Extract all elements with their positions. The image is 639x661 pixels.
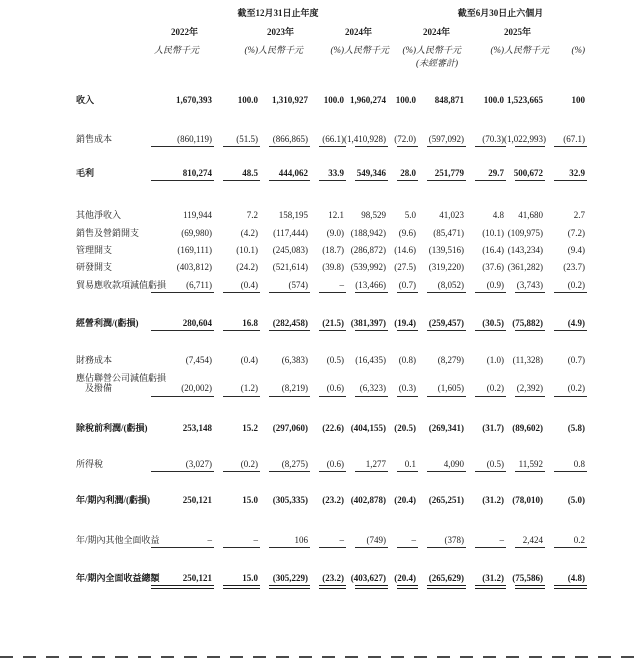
year-column-header: 2024年: [344, 27, 372, 38]
cell-value: (23.2): [308, 573, 344, 583]
cell-value: 500,672: [504, 168, 543, 178]
cell-value: –: [308, 280, 344, 290]
cell-value: (0.2): [543, 280, 585, 290]
table-row: [76, 373, 585, 394]
cell-value: (24.2): [236, 262, 258, 273]
row-label: 其他淨收入: [76, 210, 122, 221]
cell-value: (866,865): [258, 134, 308, 144]
cell-value: (860,119): [140, 134, 212, 144]
table-row: [76, 210, 585, 220]
table-row: [76, 355, 585, 365]
cell-value: (402,878): [350, 495, 386, 506]
cell-value: –: [464, 535, 504, 545]
cell-value: (9.6): [398, 227, 416, 238]
cell-value: 28.0: [386, 168, 416, 178]
table-row: [76, 459, 585, 469]
cell-value: (0.4): [240, 355, 258, 366]
cell-value: 0.8: [543, 459, 585, 469]
table-header-unaudited: [76, 58, 585, 68]
cell-value: 33.9: [308, 168, 344, 178]
cell-value: (0.5): [464, 459, 504, 469]
row-label: 管理開支: [76, 245, 113, 256]
cell-value: (286,872): [350, 245, 386, 256]
cell-value: 250,121: [182, 495, 212, 506]
cell-value: (31.2): [464, 573, 504, 583]
cell-value: (265,629): [416, 573, 464, 583]
table-row: [76, 95, 585, 105]
cell-value: (21.5): [308, 318, 344, 328]
cell-value: (139,516): [428, 245, 464, 256]
header-spacer: [76, 58, 416, 68]
year-column-header: 2025年: [504, 27, 532, 38]
cell-value: –: [212, 535, 258, 545]
cell-value: 100.0: [323, 95, 344, 106]
cell-value: (361,282): [507, 262, 543, 273]
cell-value: (404,155): [350, 422, 386, 433]
header-spacer: [308, 27, 344, 37]
row-label: 經營利潤/(虧損): [76, 318, 139, 329]
cell-value: 1,523,665: [507, 95, 543, 106]
cell-value: (297,060): [272, 422, 308, 433]
cell-value: (69,980): [181, 227, 212, 238]
cell-value: (19.4): [386, 318, 416, 328]
unit-label: 人民幣千元: [504, 44, 550, 55]
table-row: [76, 262, 585, 272]
row-label: 年/期內其他全面收益: [76, 534, 160, 545]
cell-value: (8,052): [416, 280, 464, 290]
cell-value: (16,435): [355, 355, 386, 366]
cell-value: (7,454): [185, 355, 212, 366]
cell-value: 32.9: [543, 168, 585, 178]
cell-value: (1.0): [486, 355, 504, 366]
unit-label: 人民幣千元: [344, 44, 390, 55]
table-header-units: [76, 45, 585, 55]
row-label: 應佔聯營公司減值虧損 及撥備: [76, 372, 167, 394]
cell-value: 251,779: [416, 168, 464, 178]
cell-value: (259,457): [416, 318, 464, 328]
row-label: 年/期內利潤/(虧損): [76, 495, 150, 506]
cell-value: (2,392): [504, 383, 543, 393]
year-column-header: 2022年: [170, 27, 198, 38]
table-body: [76, 95, 585, 583]
cell-value: 1,277: [344, 459, 386, 469]
cell-value: 4,090: [416, 459, 464, 469]
cell-value: 100: [571, 95, 585, 106]
cell-value: 810,274: [140, 168, 212, 178]
table-row: [76, 573, 585, 583]
cell-value: (0.7): [567, 355, 585, 366]
cell-value: (51.5): [212, 134, 258, 144]
cell-value: (18.7): [322, 245, 344, 256]
period-annual-header: 截至12月31日止年度: [237, 8, 319, 18]
year-column-header: 2023年: [266, 27, 294, 38]
cell-value: (117,444): [273, 227, 308, 238]
cell-value: (597,092): [416, 134, 464, 144]
cell-value: (0.3): [386, 383, 416, 393]
cell-value: (319,220): [428, 262, 464, 273]
cell-value: (72.0): [386, 134, 416, 144]
cell-value: 15.0: [212, 573, 258, 583]
cell-value: (188,942): [350, 227, 386, 238]
unit-label: 人民幣千元: [258, 44, 304, 55]
cell-value: (0.7): [386, 280, 416, 290]
cell-value: (6,711): [140, 280, 212, 290]
row-label: 研發開支: [76, 262, 113, 273]
cell-value: 106: [258, 535, 308, 545]
table-row: [76, 280, 585, 290]
cell-value: 100.0: [237, 95, 258, 106]
period-interim-header: 截至6月30日止六個月: [457, 8, 544, 18]
year-column-header: 2024年: [422, 27, 450, 38]
cell-value: (109,975): [507, 227, 543, 238]
cell-value: (143,234): [507, 245, 543, 256]
cell-value: (20.4): [394, 495, 416, 506]
cell-value: (6,323): [344, 383, 386, 393]
header-spacer: [76, 8, 140, 18]
cell-value: (749): [344, 535, 386, 545]
cell-value: (10.1): [482, 227, 504, 238]
cell-value: (1,605): [416, 383, 464, 393]
cell-value: (7.2): [567, 227, 585, 238]
cell-value: (37.6): [482, 262, 504, 273]
cell-value: (75,882): [504, 318, 543, 328]
table-row: [76, 318, 585, 328]
cell-value: 98,529: [361, 210, 386, 221]
cell-value: 253,148: [182, 422, 212, 433]
row-label: 財務成本: [76, 355, 113, 366]
cell-value: (66.1): [308, 134, 344, 144]
cell-value: 100.0: [395, 95, 416, 106]
unit-label: 人民幣千元: [153, 44, 199, 55]
cell-value: 5.0: [404, 210, 416, 221]
table-header-periods: [76, 8, 585, 18]
cell-value: (75,586): [504, 573, 543, 583]
header-spacer: [386, 27, 416, 37]
cell-value: (378): [416, 535, 464, 545]
cell-value: (0.9): [464, 280, 504, 290]
cell-value: (305,335): [272, 495, 308, 506]
cell-value: (1.2): [212, 383, 258, 393]
header-spacer: [464, 58, 585, 68]
unit-label: 人民幣千元: [416, 44, 462, 55]
cell-value: (70.3): [464, 134, 504, 144]
table-row: [76, 495, 585, 505]
cell-value: (10.1): [236, 245, 258, 256]
cell-value: (23.7): [563, 262, 585, 273]
cell-value: –: [140, 535, 212, 545]
cell-value: (1,410,928): [344, 133, 386, 144]
cell-value: (245,083): [272, 245, 308, 256]
cell-value: (22.6): [322, 422, 344, 433]
row-label: 收入: [76, 95, 95, 106]
cell-value: 41,023: [439, 210, 464, 221]
cell-value: (8,275): [258, 459, 308, 469]
cell-value: 848,871: [434, 95, 464, 106]
cell-value: (574): [258, 280, 308, 290]
cell-value: (4.9): [543, 318, 585, 328]
cell-value: (89,602): [512, 422, 543, 433]
cell-value: 444,062: [258, 168, 308, 178]
cell-value: (269,341): [428, 422, 464, 433]
cell-value: 16.8: [212, 318, 258, 328]
cell-value: (85,471): [433, 227, 464, 238]
cell-value: (8,279): [437, 355, 464, 366]
cell-value: 0.1: [386, 459, 416, 469]
cell-value: (20.5): [394, 422, 416, 433]
cell-value: (305,229): [258, 573, 308, 583]
cell-value: 41,680: [518, 210, 543, 221]
cell-value: 11,592: [504, 459, 543, 469]
cell-value: (13,466): [344, 280, 386, 290]
cell-value: 29.7: [464, 168, 504, 178]
cell-value: (5.0): [567, 495, 585, 506]
header-spacer: [464, 27, 504, 37]
cell-value: 15.0: [242, 495, 258, 506]
cell-value: (16.4): [482, 245, 504, 256]
cell-value: 2.7: [573, 210, 585, 221]
cell-value: (20,002): [140, 383, 212, 393]
percent-label: (%): [571, 44, 585, 55]
header-spacer: [76, 27, 140, 37]
cell-value: (4.2): [240, 227, 258, 238]
percent-label: (%): [330, 44, 344, 55]
cell-value: (27.5): [394, 262, 416, 273]
cell-value: 250,121: [140, 573, 212, 583]
cell-value: (0.6): [308, 383, 344, 393]
percent-label: (%): [490, 44, 504, 55]
bottom-dashed-line: [0, 656, 639, 658]
cell-value: 158,195: [278, 210, 308, 221]
table-header-years: [76, 27, 585, 37]
header-spacer: [212, 27, 258, 37]
cell-value: –: [386, 535, 416, 545]
cell-value: (39.8): [322, 262, 344, 273]
cell-value: (8,219): [258, 383, 308, 393]
cell-value: (78,010): [512, 495, 543, 506]
cell-value: (11,328): [512, 355, 543, 366]
cell-value: (539,992): [350, 262, 386, 273]
cell-value: (403,812): [176, 262, 212, 273]
cell-value: (5.8): [567, 422, 585, 433]
cell-value: (20.4): [386, 573, 416, 583]
cell-value: (1,022,993): [504, 133, 546, 144]
cell-value: (31.7): [482, 422, 504, 433]
cell-value: 15.2: [242, 422, 258, 433]
cell-value: 0.2: [543, 535, 585, 545]
cell-value: (9.0): [326, 227, 344, 238]
cell-value: (9.4): [567, 245, 585, 256]
cell-value: (0.6): [308, 459, 344, 469]
cell-value: (30.5): [464, 318, 504, 328]
cell-value: (169,111): [177, 245, 212, 256]
row-label: 毛利: [76, 168, 95, 179]
cell-value: 7.2: [246, 210, 258, 221]
cell-value: (3,743): [504, 280, 543, 290]
cell-value: (67.1): [543, 134, 585, 144]
row-label: 除稅前利潤/(虧損): [76, 422, 148, 433]
header-spacer: [543, 27, 585, 37]
cell-value: (0.2): [464, 383, 504, 393]
table-row: [76, 245, 585, 255]
cell-value: (0.5): [326, 355, 344, 366]
table-row: [76, 134, 585, 144]
cell-value: 48.5: [212, 168, 258, 178]
cell-value: (23.2): [322, 495, 344, 506]
cell-value: 2,424: [504, 535, 543, 545]
cell-value: (31.2): [482, 495, 504, 506]
cell-value: 280,604: [140, 318, 212, 328]
cell-value: (381,397): [344, 318, 386, 328]
cell-value: 12.1: [328, 210, 344, 221]
cell-value: 4.8: [492, 210, 504, 221]
table-row: [76, 228, 585, 238]
table-row: [76, 535, 585, 545]
row-label: 銷售成本: [76, 133, 113, 144]
cell-value: 549,346: [344, 168, 386, 178]
cell-value: 100.0: [483, 95, 504, 106]
header-spacer: [76, 45, 140, 55]
cell-value: 1,960,274: [350, 95, 386, 106]
cell-value: 1,310,927: [272, 95, 308, 106]
cell-value: (0.2): [543, 383, 585, 393]
cell-value: (4.8): [543, 573, 585, 583]
table-row: [76, 168, 585, 178]
row-label: 所得稅: [76, 458, 104, 469]
row-label: 年/期內全面收益總額: [76, 572, 160, 583]
cell-value: (3,027): [140, 459, 212, 469]
percent-label: (%): [402, 44, 416, 55]
cell-value: (0.8): [398, 355, 416, 366]
row-label: 銷售及營銷開支: [76, 227, 140, 238]
cell-value: (403,627): [344, 573, 386, 583]
row-label: 貿易應收款項減值虧損: [76, 279, 167, 290]
cell-value: (521,614): [272, 262, 308, 273]
unaudited-label: (未經審計): [416, 58, 458, 69]
cell-value: –: [308, 535, 344, 545]
cell-value: 1,670,393: [176, 95, 212, 106]
cell-value: 119,944: [183, 210, 212, 221]
percent-label: (%): [244, 44, 258, 55]
cell-value: (14.6): [394, 245, 416, 256]
table-row: [76, 423, 585, 433]
cell-value: (0.4): [212, 280, 258, 290]
cell-value: (265,251): [428, 495, 464, 506]
cell-value: (282,458): [258, 318, 308, 328]
cell-value: (6,383): [281, 355, 308, 366]
cell-value: (0.2): [212, 459, 258, 469]
